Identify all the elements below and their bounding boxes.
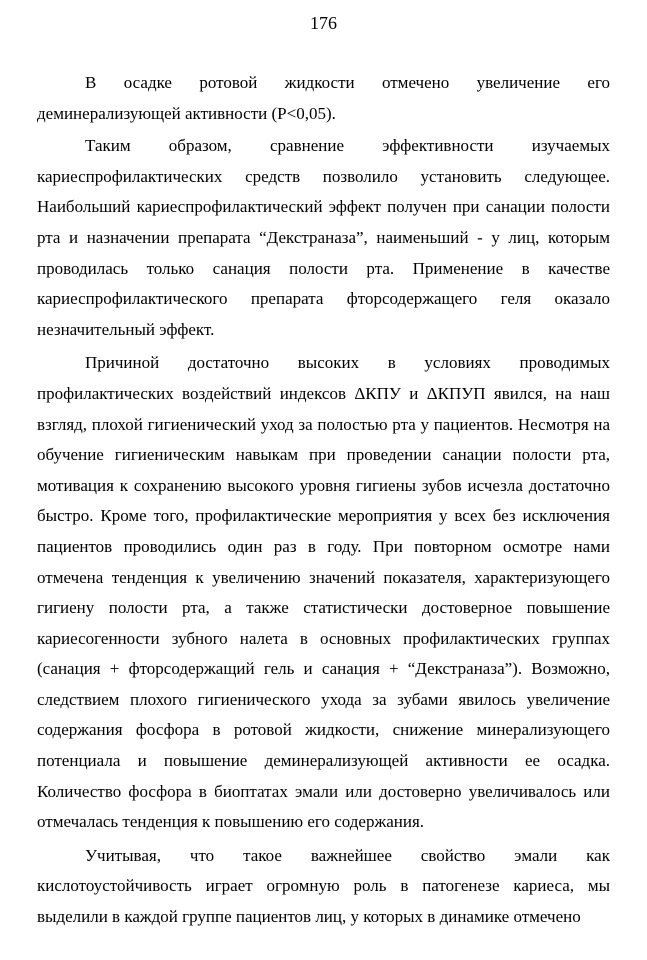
- paragraph-sediment-activity: В осадке ротовой жидкости отмечено увеличение его деминерализующей активности (Р<0,05).: [37, 73, 610, 123]
- page-number: 176: [310, 13, 337, 33]
- paragraph-hygiene-causes: Причиной достаточно высоких в условиях проводимых профилактических воздействий индексов ΔКПУ и ΔКПУП явился, на наш взгляд, плохой гигиенический уход за полостью рта у пациентов. Несмотря на обучение гигиеническим навыкам при проведении санации полости рта, мотивация к сохранению высокого уровня гигиены зубов исчезла достаточно быстро. Кроме того, профилактические мероприятия у всех без исключения пациентов проводились один раз в году. При повторном осмотре нами отмечена тенденция к увеличению значений показателя, характеризующего гигиену полости рта, а также статистически достоверное повышение кариесогенности зубного налета в основных профилактических группах (санация + фторсодержащий гель и санация + “Декстраназа”). Возможно, следствием плохого гигиенического ухода за зубами явилось увеличение содержания фосфора в ротовой жидкости, снижение минерализующего потенциала и повышение деминерализующей активности ее осадка. Количество фосфора в биоптатах эмали или достоверно увеличивалось или отмечалась тенденция к повышению его содержания.: [37, 353, 610, 832]
- document-body: [37, 68, 610, 933]
- paragraph-conclusion-efficiency: Таким образом, сравнение эффективности изучаемых кариеспрофилактических средств позволило установить следующее. Наибольший кариеспрофилактический эффект получен при санации полости рта и назначении препарата “Декстраназа”, наименьший - у лиц, которым проводилась только санация полости рта. Применение в качестве кариеспрофилактического препарата фторсодержащего геля оказало незначительный эффект.: [37, 136, 610, 339]
- paragraph-acid-resistance: Учитывая, что такое важнейшее свойство эмали как кислотоустойчивость играет огромную роль в патогенезе кариеса, мы выделили в каждой группе пациентов лиц, у которых в динамике отмечено: [37, 845, 610, 927]
